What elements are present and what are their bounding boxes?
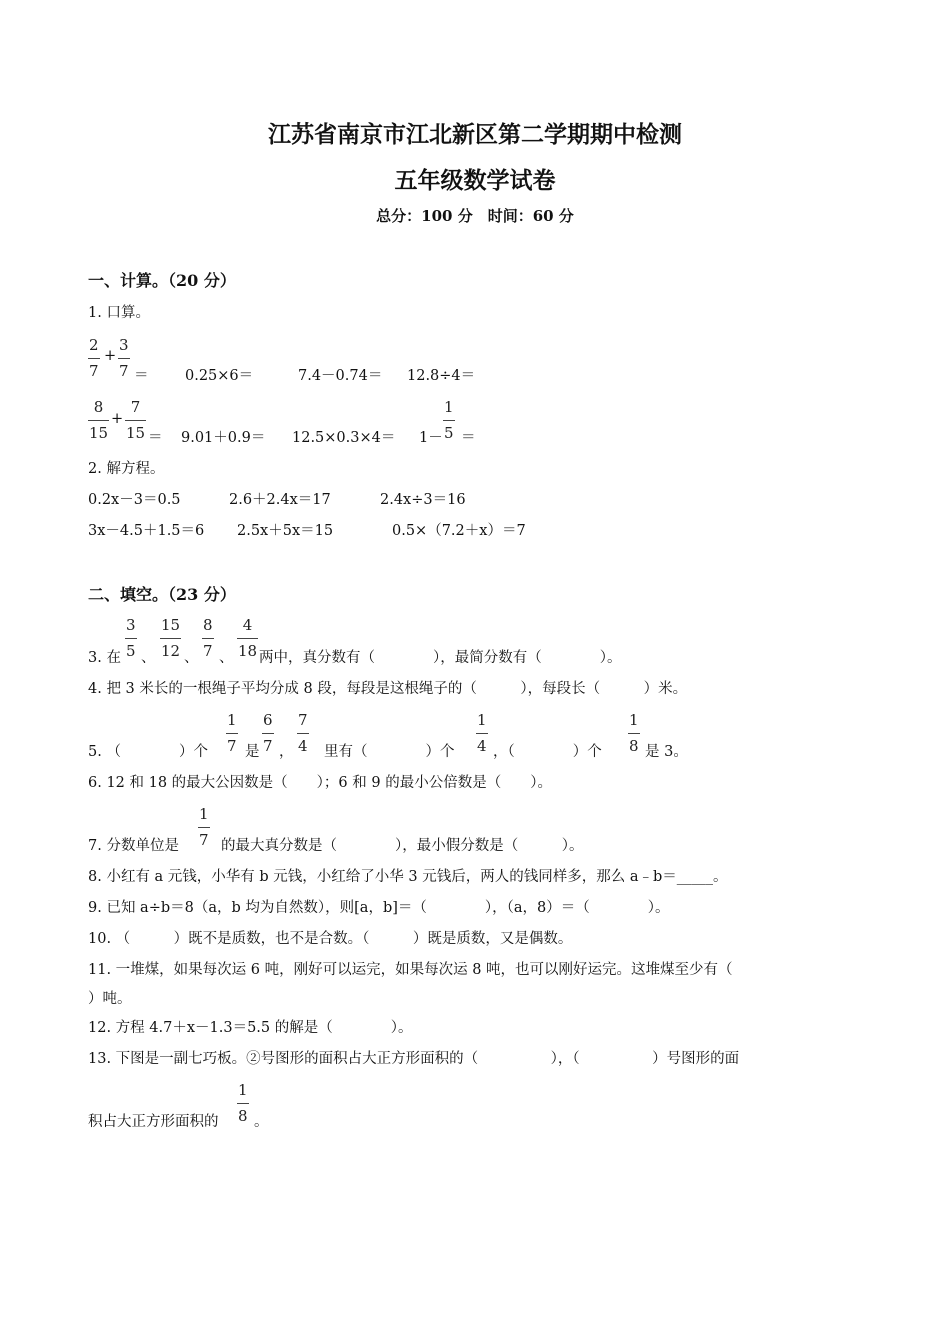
equation: 2.5x＋5x＝15 [237, 523, 334, 539]
denominator: 15 [89, 424, 109, 442]
q13-text: 13. 下图是一副七巧板。②号图形的面积占大正方形面积的（ ），（ ）号图形的面 [88, 1051, 740, 1067]
q11-text-cont: ）吨。 [88, 991, 132, 1007]
q5-text: 5. （ ）个 [88, 744, 208, 760]
fraction-bar [88, 358, 100, 359]
fraction-bar [237, 638, 258, 639]
fraction [262, 712, 274, 755]
q6-text: 6. 12 和 18 的最大公因数是（ ）；6 和 9 的最小公倍数是（ ）。 [88, 775, 552, 791]
equals-sign: ＝ [461, 430, 476, 446]
fraction [88, 337, 100, 380]
fraction-bar [297, 733, 309, 734]
q2-label: 2. 解方程。 [88, 461, 165, 477]
equals-sign: ＝ [148, 430, 163, 446]
numerator: 4 [242, 616, 253, 634]
fraction [202, 617, 214, 660]
fraction-bar [262, 733, 274, 734]
numerator: 1 [444, 398, 454, 416]
q5-text: ， [279, 744, 294, 760]
numerator: 7 [298, 711, 308, 729]
fraction-bar [88, 420, 109, 421]
fraction-bar [443, 420, 455, 421]
fraction [297, 712, 309, 755]
q8-text: 8. 小红有 a 元钱，小华有 b 元钱，小红给了小华 3 元钱后，两人的钱同样多，那么 a﹣b＝_____。 [88, 869, 728, 885]
fraction-bar [226, 733, 238, 734]
denominator: 7 [89, 362, 99, 380]
fraction [125, 399, 146, 442]
separator: 、 [141, 650, 156, 666]
denominator: 7 [119, 362, 129, 380]
q5-text: 里有（ ）个 [324, 744, 455, 760]
equation: 0.2x－3＝0.5 [88, 492, 181, 508]
fraction [160, 617, 181, 660]
q12-text: 12. 方程 4.7＋x－1.3＝5.5 的解是（ ）。 [88, 1020, 413, 1036]
q7-text: 7. 分数单位是 [88, 838, 179, 854]
calc-expression: 1－ [419, 430, 443, 446]
separator: 、 [184, 650, 199, 666]
denominator: 7 [203, 642, 213, 660]
calc-expression: 7.4－0.74＝ [298, 368, 383, 384]
fraction [237, 1082, 249, 1125]
q11-text: 11. 一堆煤，如果每次运 6 吨，刚好可以运完，如果每次运 8 吨，也可以刚好运完。这堆煤至少有（ [88, 962, 733, 978]
numerator: 15 [161, 616, 181, 634]
equation: 3x－4.5＋1.5＝6 [88, 523, 205, 539]
fraction-bar [628, 733, 640, 734]
equation: 2.4x÷3＝16 [380, 492, 466, 508]
fraction [443, 399, 455, 442]
fraction-bar [160, 638, 181, 639]
numerator: 6 [263, 711, 273, 729]
denominator: 12 [161, 642, 181, 660]
q10-text: 10. （ ）既不是质数，也不是合数。（ ）既是质数，又是偶数。 [88, 931, 573, 947]
fraction [476, 712, 488, 755]
denominator: 4 [298, 737, 308, 755]
numerator: 2 [89, 336, 99, 354]
numerator: 7 [130, 398, 141, 416]
denominator: 8 [238, 1107, 248, 1125]
denominator: 5 [126, 642, 136, 660]
section-1-heading: 一、计算。（20 分） [88, 271, 236, 290]
plus-sign: + [111, 411, 124, 427]
separator: 、 [219, 650, 234, 666]
fraction [628, 712, 640, 755]
denominator: 7 [263, 737, 273, 755]
q5-text: 是 3。 [645, 744, 688, 760]
q9-text: 9. 已知 a÷b＝8（a，b 均为自然数），则[a，b]＝（ ），（a，8）＝（ ）。 [88, 900, 670, 916]
fraction [237, 617, 258, 660]
numerator: 1 [477, 711, 487, 729]
denominator: 18 [238, 642, 258, 660]
q3-text: 两中，真分数有（ ），最简分数有（ ）。 [259, 650, 622, 666]
calc-expression: 12.8÷4＝ [407, 368, 476, 384]
fraction-bar [125, 420, 146, 421]
fraction [226, 712, 238, 755]
q7-text: 的最大真分数是（ ），最小假分数是（ ）。 [221, 838, 584, 854]
calc-expression: 9.01＋0.9＝ [181, 430, 266, 446]
calc-expression: 12.5×0.3×4＝ [292, 430, 396, 446]
numerator: 1 [199, 805, 209, 823]
exam-meta: 总分：100 分 时间：60 分 [376, 207, 574, 225]
plus-sign: + [104, 348, 117, 364]
numerator: 3 [119, 336, 129, 354]
numerator: 8 [203, 616, 213, 634]
fraction-bar [118, 358, 130, 359]
numerator: 1 [629, 711, 639, 729]
numerator: 1 [238, 1081, 248, 1099]
q13-text-cont: 积占大正方形面积的 [88, 1114, 219, 1130]
fraction-bar [202, 638, 214, 639]
q5-text: 是 [245, 744, 260, 760]
denominator: 5 [444, 424, 454, 442]
q5-text: ，（ ）个 [493, 744, 602, 760]
fraction-bar [125, 638, 137, 639]
q1-label: 1. 口算。 [88, 305, 150, 321]
fraction [88, 399, 109, 442]
denominator: 8 [629, 737, 639, 755]
denominator: 7 [199, 831, 209, 849]
equation: 0.5×（7.2＋x）＝7 [392, 523, 526, 539]
page-subtitle: 五年级数学试卷 [394, 167, 556, 194]
denominator: 15 [126, 424, 146, 442]
q4-text: 4. 把 3 米长的一根绳子平均分成 8 段，每段是这根绳子的（ ），每段长（ ）米。 [88, 681, 688, 697]
numerator: 8 [93, 398, 104, 416]
fraction [118, 337, 130, 380]
equation: 2.6＋2.4x＝17 [229, 492, 331, 508]
page-title: 江苏省南京市江北新区第二学期期中检测 [268, 121, 682, 148]
numerator: 3 [126, 616, 136, 634]
q13-text-end: 。 [254, 1114, 269, 1130]
fraction [125, 617, 137, 660]
fraction-bar [237, 1103, 249, 1104]
denominator: 7 [227, 737, 237, 755]
fraction-bar [198, 827, 210, 828]
numerator: 1 [227, 711, 237, 729]
fraction [198, 806, 210, 849]
q3-prefix: 3. 在 [88, 650, 121, 666]
calc-expression: 0.25×6＝ [185, 368, 254, 384]
equals-sign: ＝ [134, 368, 149, 384]
denominator: 4 [477, 737, 487, 755]
section-2-heading: 二、填空。（23 分） [88, 585, 236, 604]
fraction-bar [476, 733, 488, 734]
